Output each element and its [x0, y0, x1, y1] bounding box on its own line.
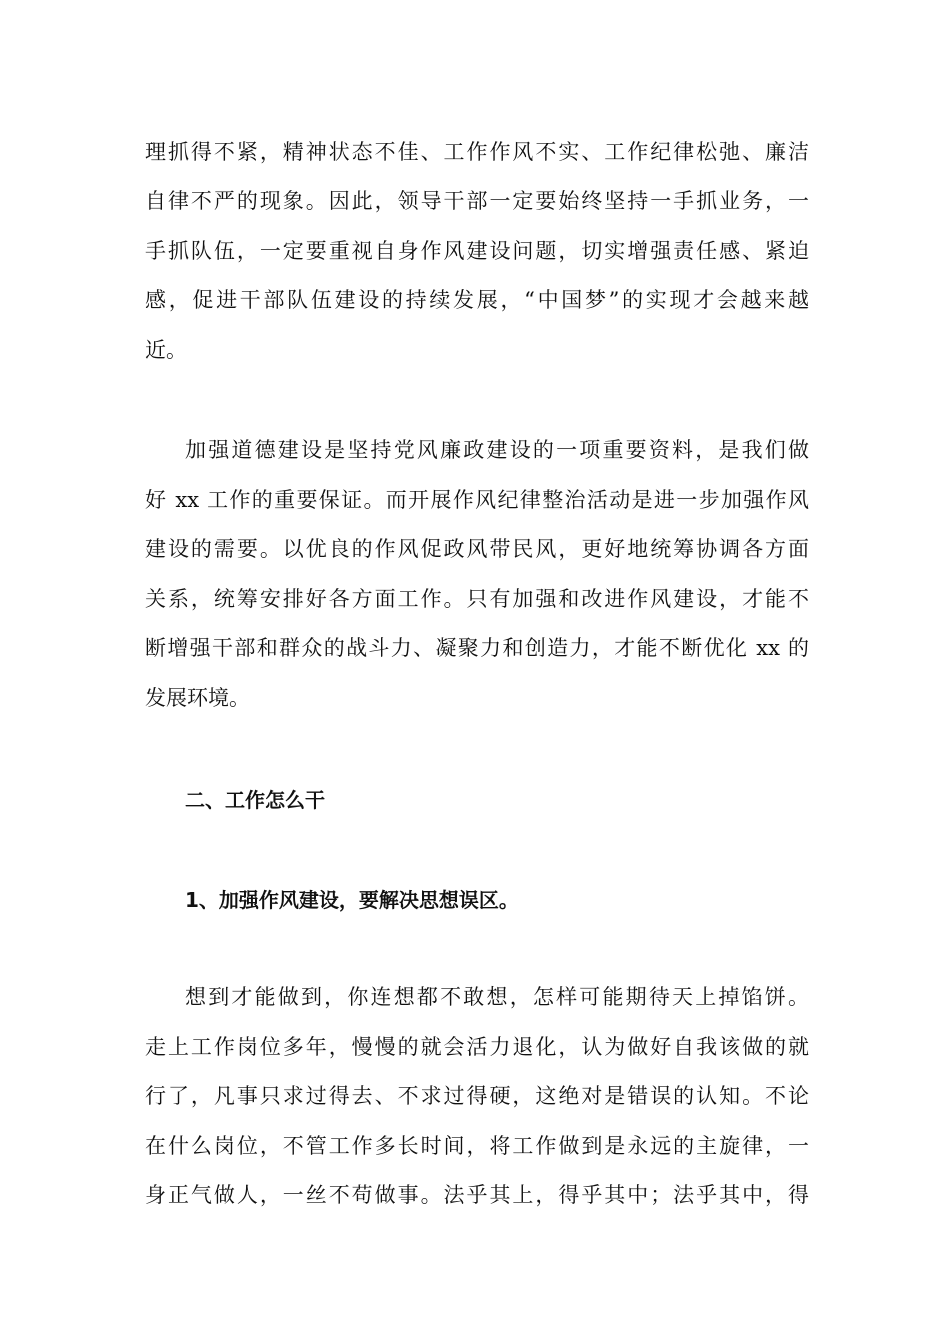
paragraph-1-line-1: 理抓得不紧，精神状态不佳、工作作风不实、工作纪律松弛、廉洁 [145, 140, 809, 164]
paragraph-3-line-5: 身正气做人，一丝不苟做事。法乎其上，得乎其中；法乎其中，得 [145, 1183, 809, 1207]
paragraph-1-line-3: 手抓队伍，一定要重视自身作风建设问题，切实增强责任感、紧迫 [145, 239, 809, 263]
paragraph-3-line-3: 行了，凡事只求过得去、不求过得硬，这绝对是错误的认知。不论 [145, 1084, 809, 1108]
paragraph-1-line-4: 感，促进干部队伍建设的持续发展，“中国梦”的实现才会越来越 [145, 288, 809, 312]
paragraph-3-line-4: 在什么岗位，不管工作多长时间，将工作做到是永远的主旋律，一 [145, 1134, 809, 1158]
subsection-heading: 1、加强作风建设，要解决思想误区。 [185, 888, 519, 912]
paragraph-1-line-2: 自律不严的现象。因此，领导干部一定要始终坚持一手抓业务，一 [145, 189, 809, 213]
paragraph-2-line-3: 建设的需要。以优良的作风促政风带民风，更好地统筹协调各方面 [145, 537, 809, 561]
paragraph-2-line-6: 发展环境。 [145, 686, 250, 710]
paragraph-1-line-5: 近。 [145, 338, 187, 362]
section-heading: 二、工作怎么干 [185, 788, 325, 812]
paragraph-3-line-1: 想到才能做到，你连想都不敢想，怎样可能期待天上掉馅饼。 [185, 985, 809, 1009]
paragraph-2-line-4: 关系，统筹安排好各方面工作。只有加强和改进作风建设，才能不 [145, 587, 809, 611]
paragraph-3-line-2: 走上工作岗位多年，慢慢的就会活力退化，认为做好自我该做的就 [145, 1035, 809, 1059]
paragraph-2-line-5: 断增强干部和群众的战斗力、凝聚力和创造力，才能不断优化 xx 的 [145, 636, 809, 660]
paragraph-2-line-1: 加强道德建设是坚持党风廉政建设的一项重要资料，是我们做 [185, 438, 809, 462]
paragraph-2-line-2: 好 xx 工作的重要保证。而开展作风纪律整治活动是进一步加强作风 [145, 488, 809, 512]
